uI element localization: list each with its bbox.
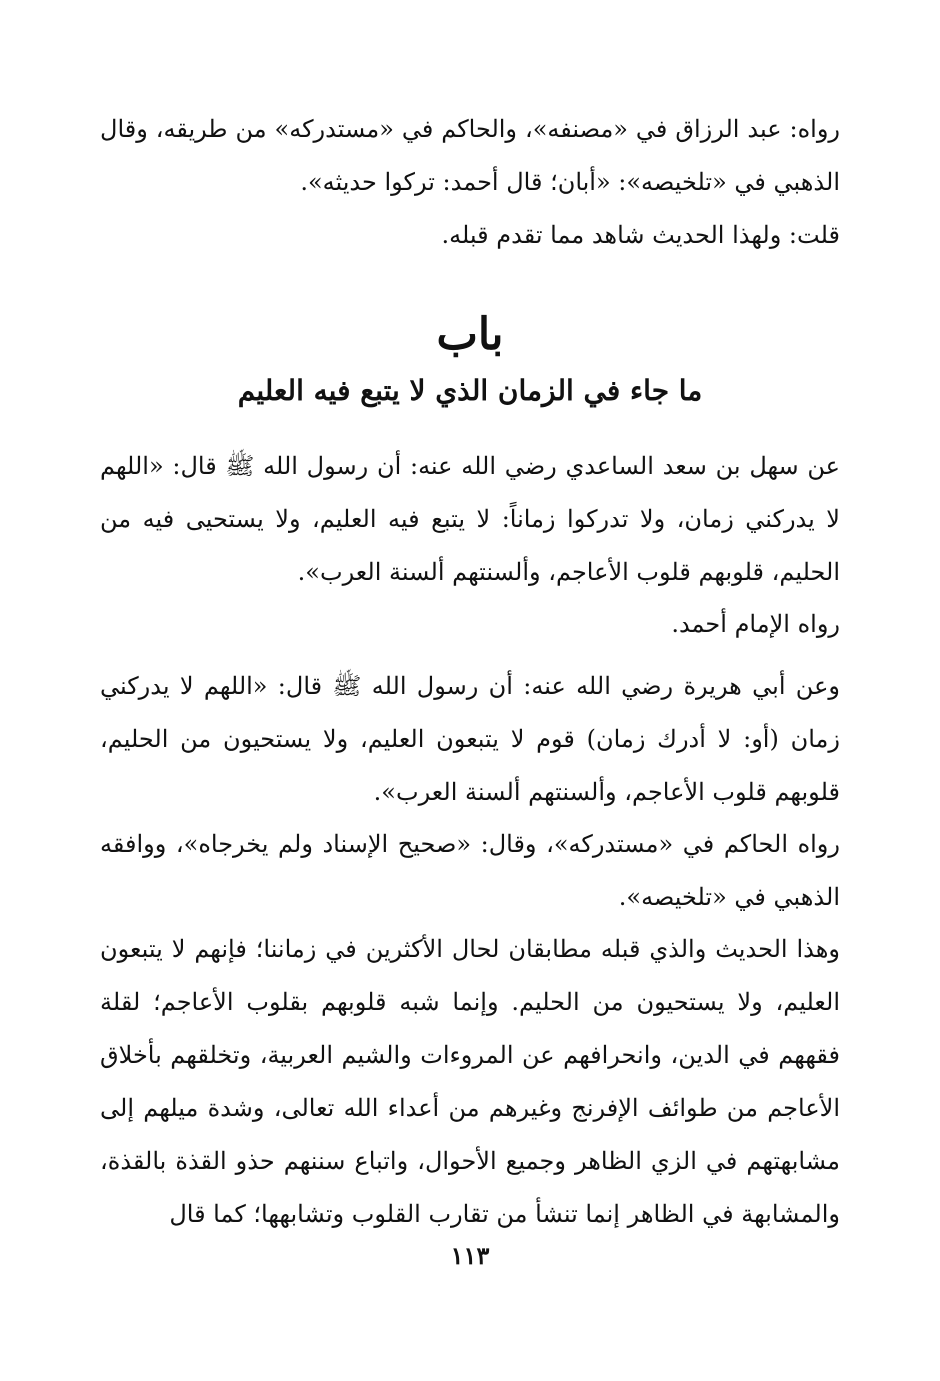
paragraph-citation-hakim: رواه الحاكم في «مستدركه»، وقال: «صحيح الإسناد ولم يخرجاه»، ووافقه الذهبي في «تلخيصه». xyxy=(100,830,840,911)
paragraph-hadith-sahl: عن سهل بن سعد الساعدي رضي الله عنه: أن رسول الله ﷺ قال: «اللهم لا يدركني زمان، ولا تدركوا زماناً: لا يتبع فيه العليم، ولا يستحيى فيه من الحليم، قلوبهم قلوب الأعاجم، وألسنتهم ألسنة العرب». xyxy=(100,452,840,586)
chapter-subtitle: ما جاء في الزمان الذي لا يتبع فيه العليم xyxy=(237,374,703,407)
paragraph-note-witness: قلت: ولهذا الحديث شاهد مما تقدم قبله. xyxy=(441,221,840,249)
paragraph-hadith-abu-hurayra: وعن أبي هريرة رضي الله عنه: أن رسول الله ﷺ قال: «اللهم لا يدركني زمان (أو: لا أدرك زمان) قوم لا يتبعون العليم، ولا يستحيون من الحليم، قلوبهم قلوب الأعاجم، وألسنتهم ألسنة العرب». xyxy=(100,672,840,806)
chapter-heading: باب xyxy=(436,309,504,360)
page-number: ١١٣ xyxy=(450,1241,490,1270)
paragraph-citation-abdulrazzaq: رواه: عبد الرزاق في «مصنفه»، والحاكم في «مستدركه» من طريقه، وقال الذهبي في «تلخيصه»: «أبان؛ قال أحمد: تركوا حديثه». xyxy=(100,115,840,196)
paragraph-commentary: وهذا الحديث والذي قبله مطابقان لحال الأكثرين في زماننا؛ فإنهم لا يتبعون العليم، ولا يستحيون من الحليم. وإنما شبه قلوبهم بقلوب الأعاجم؛ لقلة فقههم في الدين، وانحرافهم عن المروءات والشيم العربية، وتخلقهم بأخلاق الأعاجم من طوائف الإفرنج وغيرهم من أعداء الله تعالى، وشدة ميلهم إلى مشابهتهم في الزي الظاهر وجميع الأحوال، واتباع سننهم حذو القذة بالقذة، والمشابهة في الظاهر إنما تنشأ من تقارب القلوب وتشابهها؛ كما قال xyxy=(100,935,840,1228)
paragraph-narrated-ahmad: رواه الإمام أحمد. xyxy=(671,610,840,638)
